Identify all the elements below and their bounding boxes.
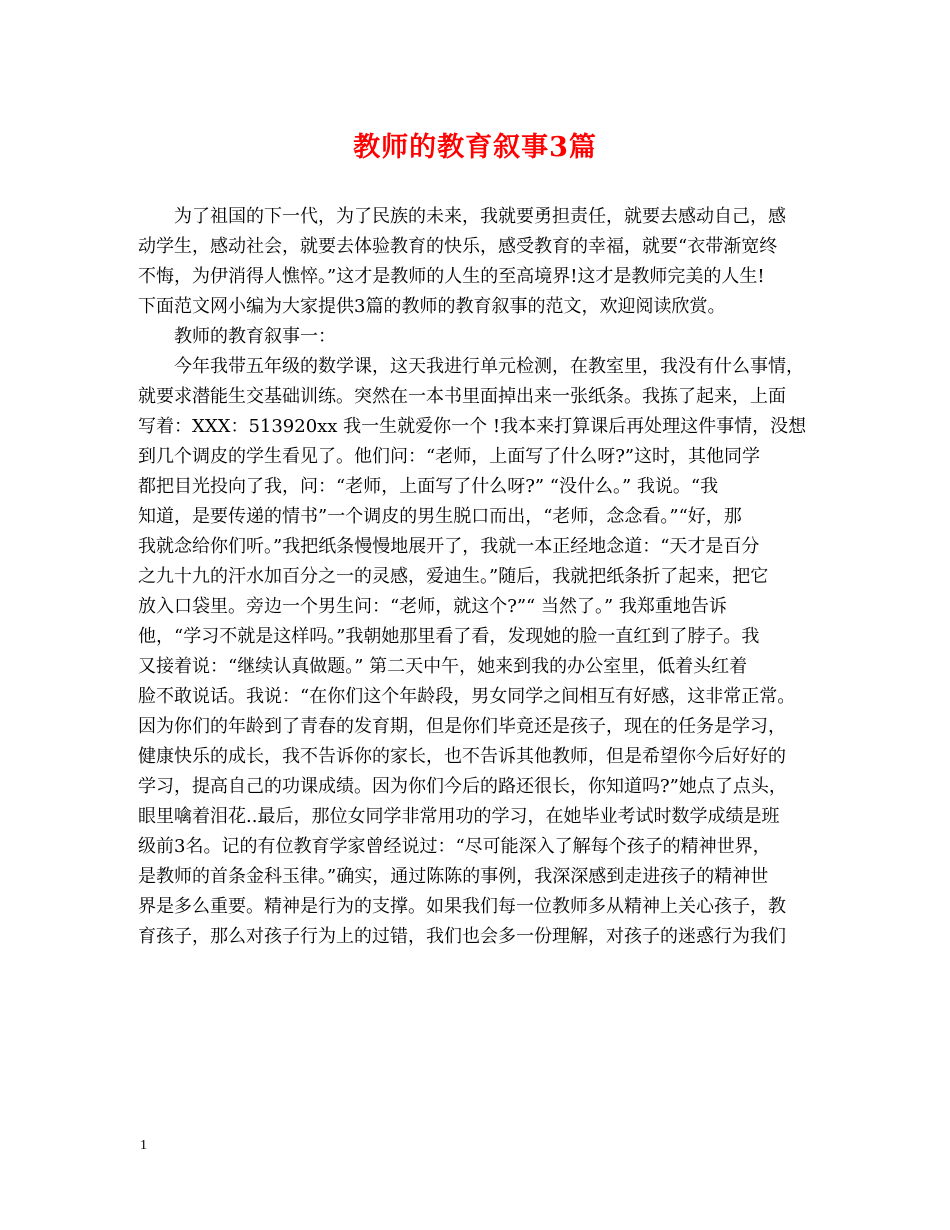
text-line: 动学生，感动社会，就要去体验教育的快乐，感受教育的幸福，就要“衣带渐宽终 xyxy=(138,236,778,257)
text-line: 教师的教育叙事一： xyxy=(174,326,336,347)
text-line: 就要求潜能生交基础训练。突然在一本书里面掉出来一张纸条。我拣了起来，上面 xyxy=(138,386,786,407)
text-line: 不悔，为伊消得人憔悴。”这才是教师的人生的至高境界!这才是教师完美的人生! xyxy=(138,266,765,287)
text-line: 是教师的首条金科玉律。”确实，通过陈陈的事例，我深深感到走进孩子的精神世 xyxy=(138,866,769,887)
text-line: 他，“学习不就是这样吗。”我朝她那里看了看，发现她的脸一直红到了脖子。我 xyxy=(138,626,760,647)
text-line: 知道，是要传递的情书”一个调皮的男生脱口而出，“老师，念念看。”“好，那 xyxy=(138,506,742,527)
text-line: 今年我带五年级的数学课，这天我进行单元检测，在教室里，我没有什么事情， xyxy=(174,356,804,377)
text-line: 放入口袋里。旁边一个男生问：“老师，就这个?”“ 当然了。” 我郑重地告诉 xyxy=(138,596,727,617)
text-line: 又接着说：“继续认真做题。” 第二天中午，她来到我的办公室里，低着头红着 xyxy=(138,656,748,677)
text-line: 为了祖国的下一代，为了民族的未来，我就要勇担责任，就要去感动自己，感 xyxy=(174,206,786,227)
text-line: 到几个调皮的学生看见了。他们问：“老师，上面写了什么呀?”这时，其他同学 xyxy=(138,446,761,467)
page-number: 1 xyxy=(140,1138,147,1153)
document-body xyxy=(138,202,828,952)
text-line: 因为你们的年龄到了青春的发育期，但是你们毕竟还是孩子，现在的任务是学习， xyxy=(138,716,786,737)
text-line: 下面范文网小编为大家提供3篇的教师的教育叙事的范文，欢迎阅读欣赏。 xyxy=(138,296,726,317)
document-title: 教师的教育叙事3篇 xyxy=(353,132,597,163)
text-line: 之九十九的汗水加百分之一的灵感，爱迪生。”随后，我就把纸条折了起来，把它 xyxy=(138,566,769,587)
text-line: 级前3名。记的有位教育学家曾经说过：“尽可能深入了解每个孩子的精神世界， xyxy=(138,836,771,857)
text-line: 脸不敢说话。我说：“在你们这个年龄段，男女同学之间相互有好感，这非常正常。 xyxy=(138,686,796,707)
text-line: 眼里噙着泪花..最后，那位女同学非常用功的学习，在她毕业考试时数学成绩是班 xyxy=(138,806,780,827)
text-line: 学习，提高自己的功课成绩。因为你们今后的路还很长，你知道吗?”她点了点头， xyxy=(138,776,787,797)
text-line: 育孩子，那么对孩子行为上的过错，我们也会多一份理解，对孩子的迷惑行为我们 xyxy=(138,926,786,947)
text-line: 界是多么重要。精神是行为的支撑。如果我们每一位教师多从精神上关心孩子，教 xyxy=(138,896,786,917)
text-line: 健康快乐的成长，我不告诉你的家长，也不告诉其他教师，但是希望你今后好好的 xyxy=(138,746,786,767)
text-line: 都把目光投向了我，问：“老师，上面写了什么呀?” “没什么。” 我说。“我 xyxy=(138,476,719,497)
text-line: 写着：XXX：513920xx 我一生就爱你一个 !我本来打算课后再处理这件事情，没想 xyxy=(138,416,807,437)
text-line: 我就念给你们听。”我把纸条慢慢地展开了，我就一本正经地念道：“天才是百分 xyxy=(138,536,760,557)
